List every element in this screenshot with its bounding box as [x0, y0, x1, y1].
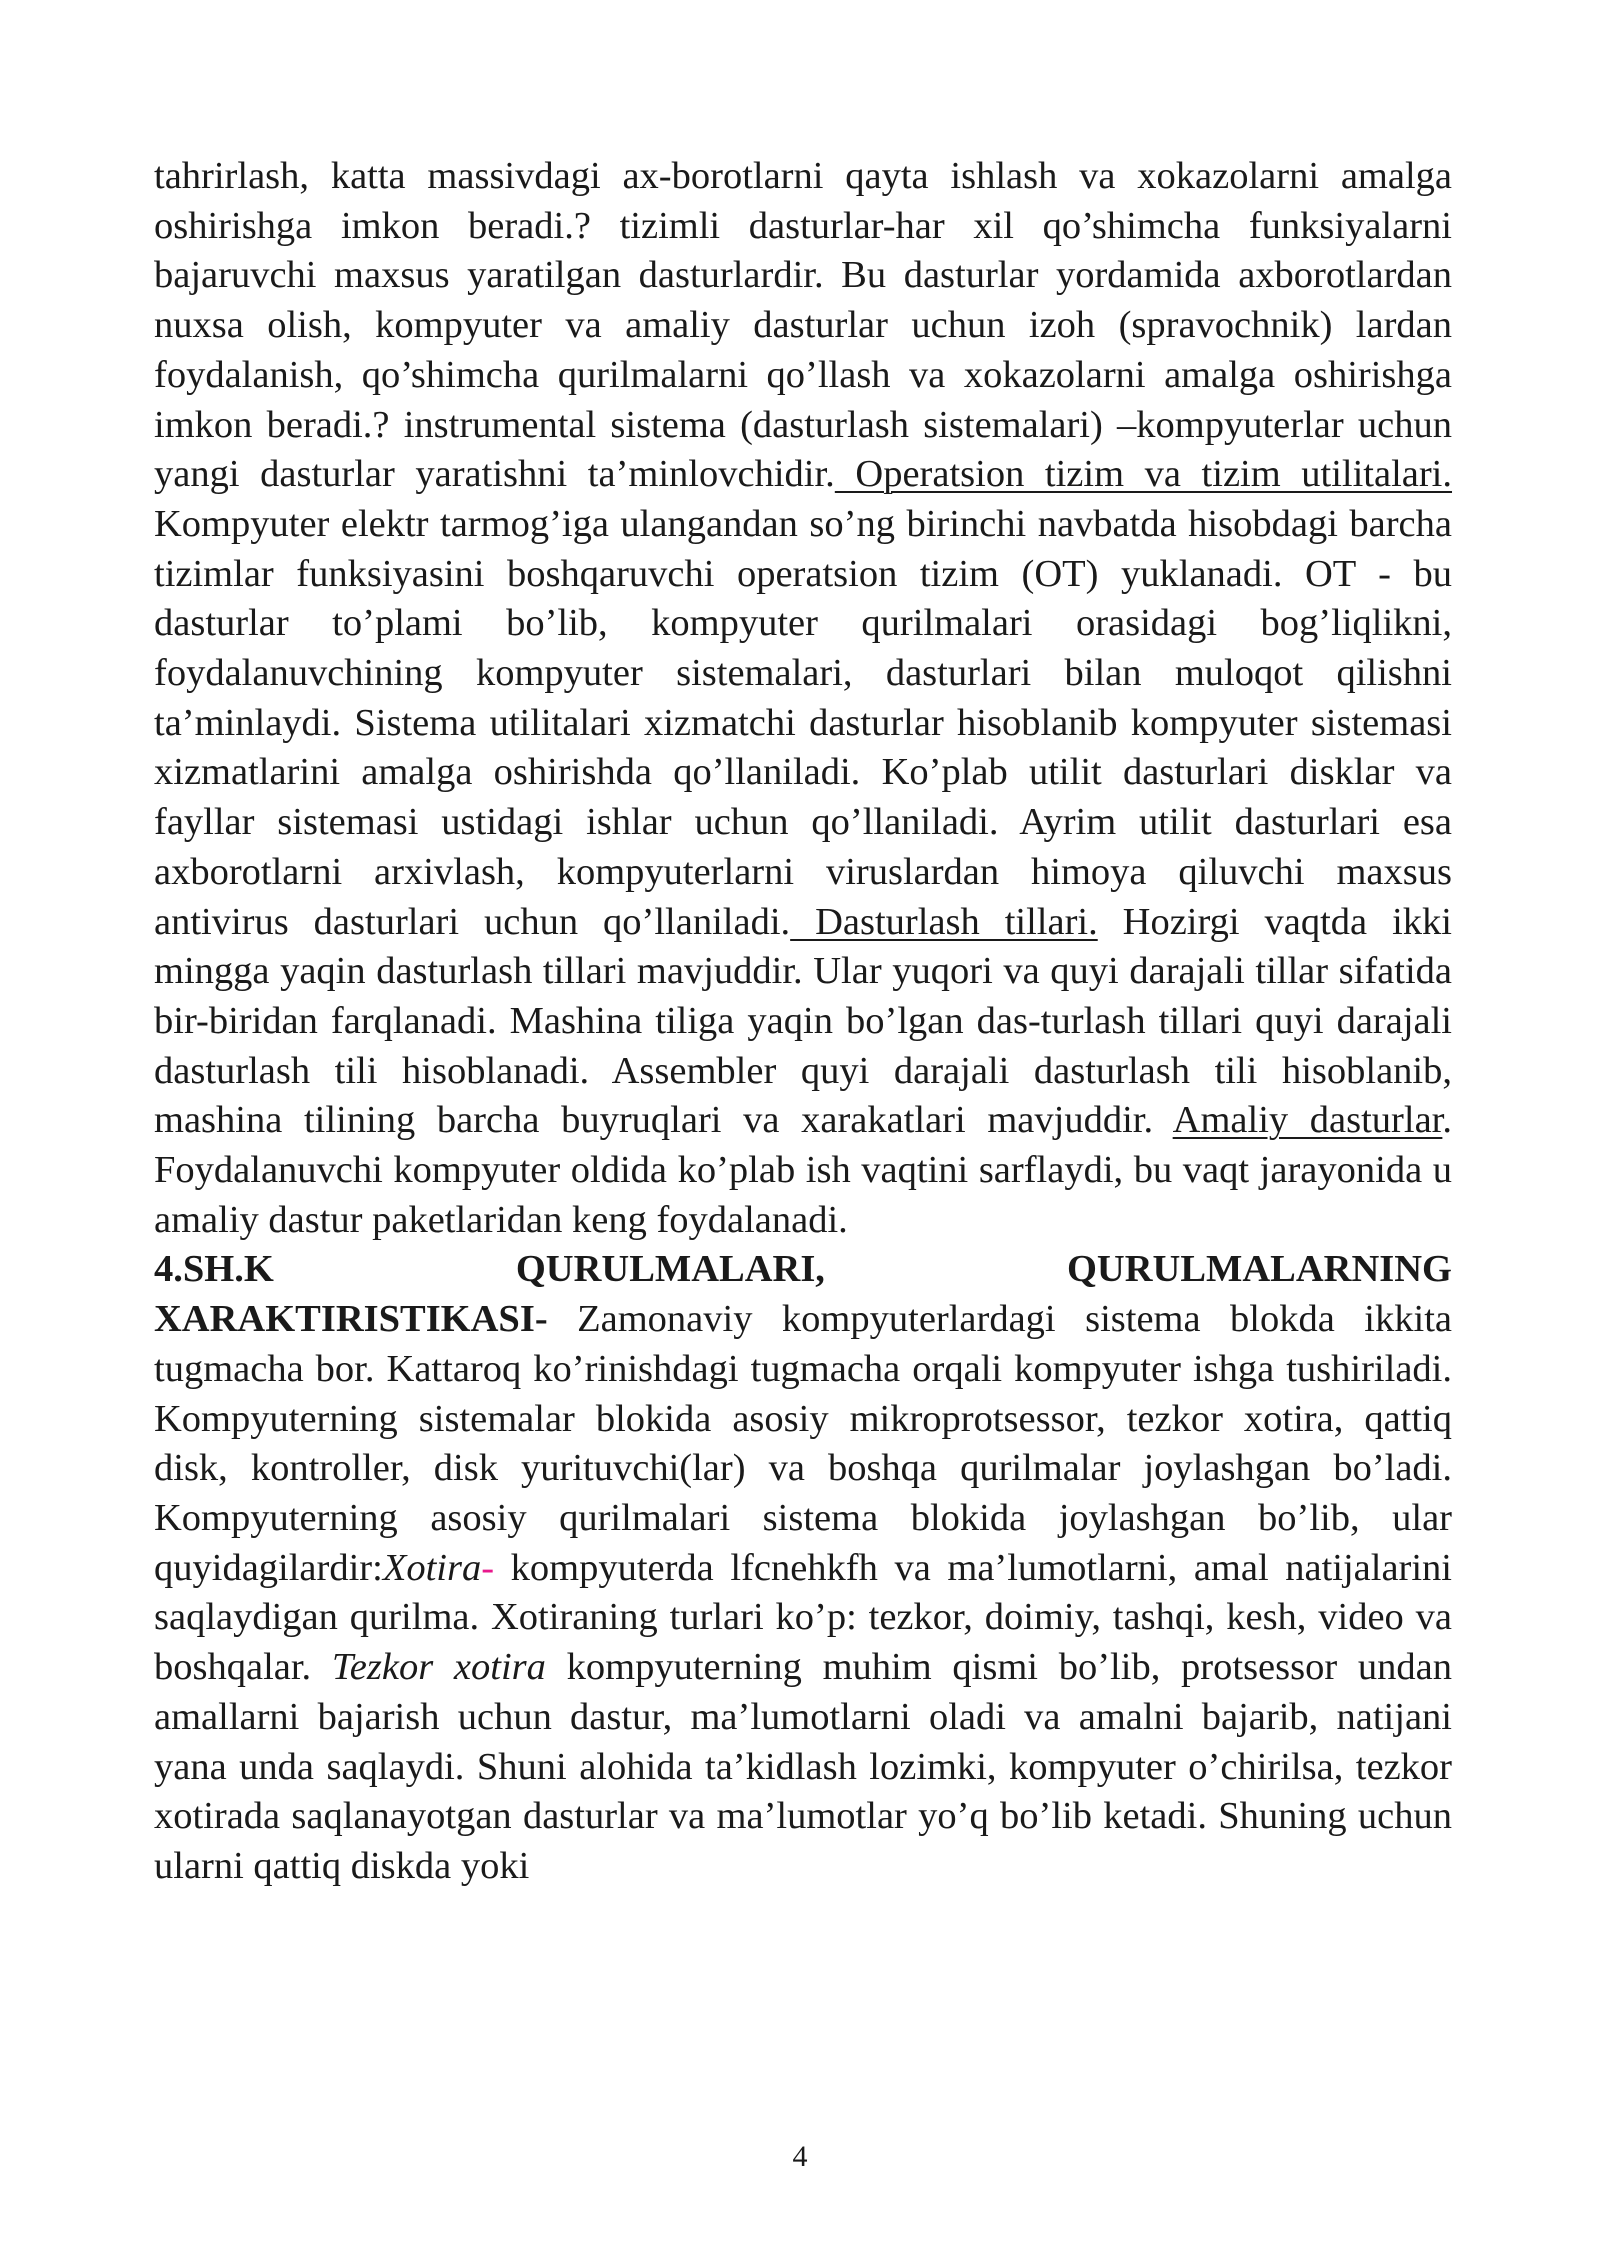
paragraph-text: kompyuterda lfcnehkfh va ma’lumotlarni, amal natijalarini saqlaydigan qurilma. Xotiraning turlari ko’p: tezkor, doimiy, tashqi, kesh, video va boshqalar. — [154, 1546, 1452, 1689]
page-number: 4 — [792, 2140, 808, 2173]
subheading-operating-system: Operatsion tizim va tizim utilitalari. — [834, 453, 1453, 496]
paragraph-text: . Foydalanuvchi kompyuter oldida ko’plab ish vaqtini sarflaydi, bu vaqt jarayonida u amaliy dastur paketlaridan keng foydalanadi. — [154, 1099, 1452, 1241]
subheading-programming-languages: Dasturlash tillari. — [790, 900, 1098, 943]
paragraph-text: Kompyuter elektr tarmog’iga ulangandan so’ng birinchi navbatda hisobdagi barcha tizimlar funksiyasini boshqaruvchi operatsion tizim (OT) yuklanadi. OT - bu dasturlar to’plami bo’lib, kompyuter qurilmalari orasidagi bog’liqlikni, foydalanuvchining kompyuter sistemalari, dasturlari bilan muloqot qilishni ta’minlaydi. Sistema utilitalari xizmatchi dasturlar hisoblanib kompyuter sistemasi xizmatlarini amalga oshirishda qo’llaniladi. Ko’plab utilit dasturlari disklar va fayllar sistemasi ustidagi ishlar uchun qo’llaniladi. Ayrim utilit dasturlari esa axborotlarni arxivlash, kompyuterlarni viruslardan himoya qiluvchi maxsus antivirus dasturlari uchun qo’llaniladi. — [154, 502, 1452, 943]
paragraph-text: Hozirgi vaqtda ikki mingga yaqin dasturlash tillari mavjuddir. Ular yuqori va quyi darajali tillar sifatida bir-biridan farqlanadi. Mashina tiliga yaqin bo’lgan das-turlash tillari quyi darajali dasturlash tili hisoblanadi. Assembler quyi darajali dasturlash tili hisoblanib, mashina tilining barcha buyruqlari va xarakatlari mavjuddir. — [154, 900, 1452, 1142]
paragraph-hardware — [154, 1295, 1452, 1891]
term-ram: Tezkor xotira — [331, 1646, 546, 1689]
heading-part: QURULMALARI, — [515, 1248, 825, 1291]
paragraph-text: tahrirlash, katta massivdagi ax-borotlarni qayta ishlash va xokazolarni amalga oshirishga imkon beradi.? tizimli dasturlar-har xil qo’shimcha funksiyalarni bajaruvchi maxsus yaratilgan dasturlardir. Bu dasturlar yordamida axborotlardan nuxsa olish, kompyuter va amaliy dasturlar uchun izoh (spravochnik) lardan foydalanish, qo’shimcha qurilmalarni qo’llash va xokazolarni amalga oshirishga imkon beradi.? instrumental sistema (dasturlash sistemalari) –kompyuterlar uchun yangi dasturlar yaratishni ta’minlovchidir. — [154, 155, 1452, 496]
term-memory: Xotira — [382, 1546, 482, 1589]
document-page — [154, 152, 1452, 1892]
highlight-dash: - — [481, 1546, 495, 1589]
heading-part: QURULMALARNING — [1066, 1248, 1452, 1291]
subheading-applied-programs: Amaliy dasturlar — [1172, 1099, 1443, 1142]
heading-continuation: XARAKTIRISTIKASI- — [154, 1298, 548, 1341]
paragraph-text: kompyuterning muhim qismi bo’lib, protsessor undan amallarni bajarish uchun dastur, ma’lumotlarni oladi va amalni bajarib, natijani yana unda saqlaydi. Shuni alohida ta’kidlash lozimki, kompyuter o’chirilsa, tezkor xotirada saqlanayotgan dasturlar va ma’lumotlar yo’q bo’lib ketadi. Shuning uchun ularni qattiq diskda yoki — [154, 1646, 1452, 1887]
paragraph-programs — [154, 152, 1452, 1245]
section-heading — [154, 1245, 1452, 1295]
paragraph-text: Zamonaviy kompyuterlardagi sistema blokda ikkita tugmacha bor. Kattaroq ko’rinishdagi tugmacha orqali kompyuter ishga tushiriladi. Kompyuterning sistemalar blokida asosiy mikroprotsessor, tezkor xotira, qattiq disk, kontroller, disk yurituvchi(lar) va boshqa qurilmalar joylashgan bo’ladi. Kompyuterning asosiy qurilmalari sistema blokida joylashgan bo’lib, ular quyidagilardir: — [154, 1298, 1452, 1589]
heading-part: 4.SH.K — [154, 1248, 274, 1291]
